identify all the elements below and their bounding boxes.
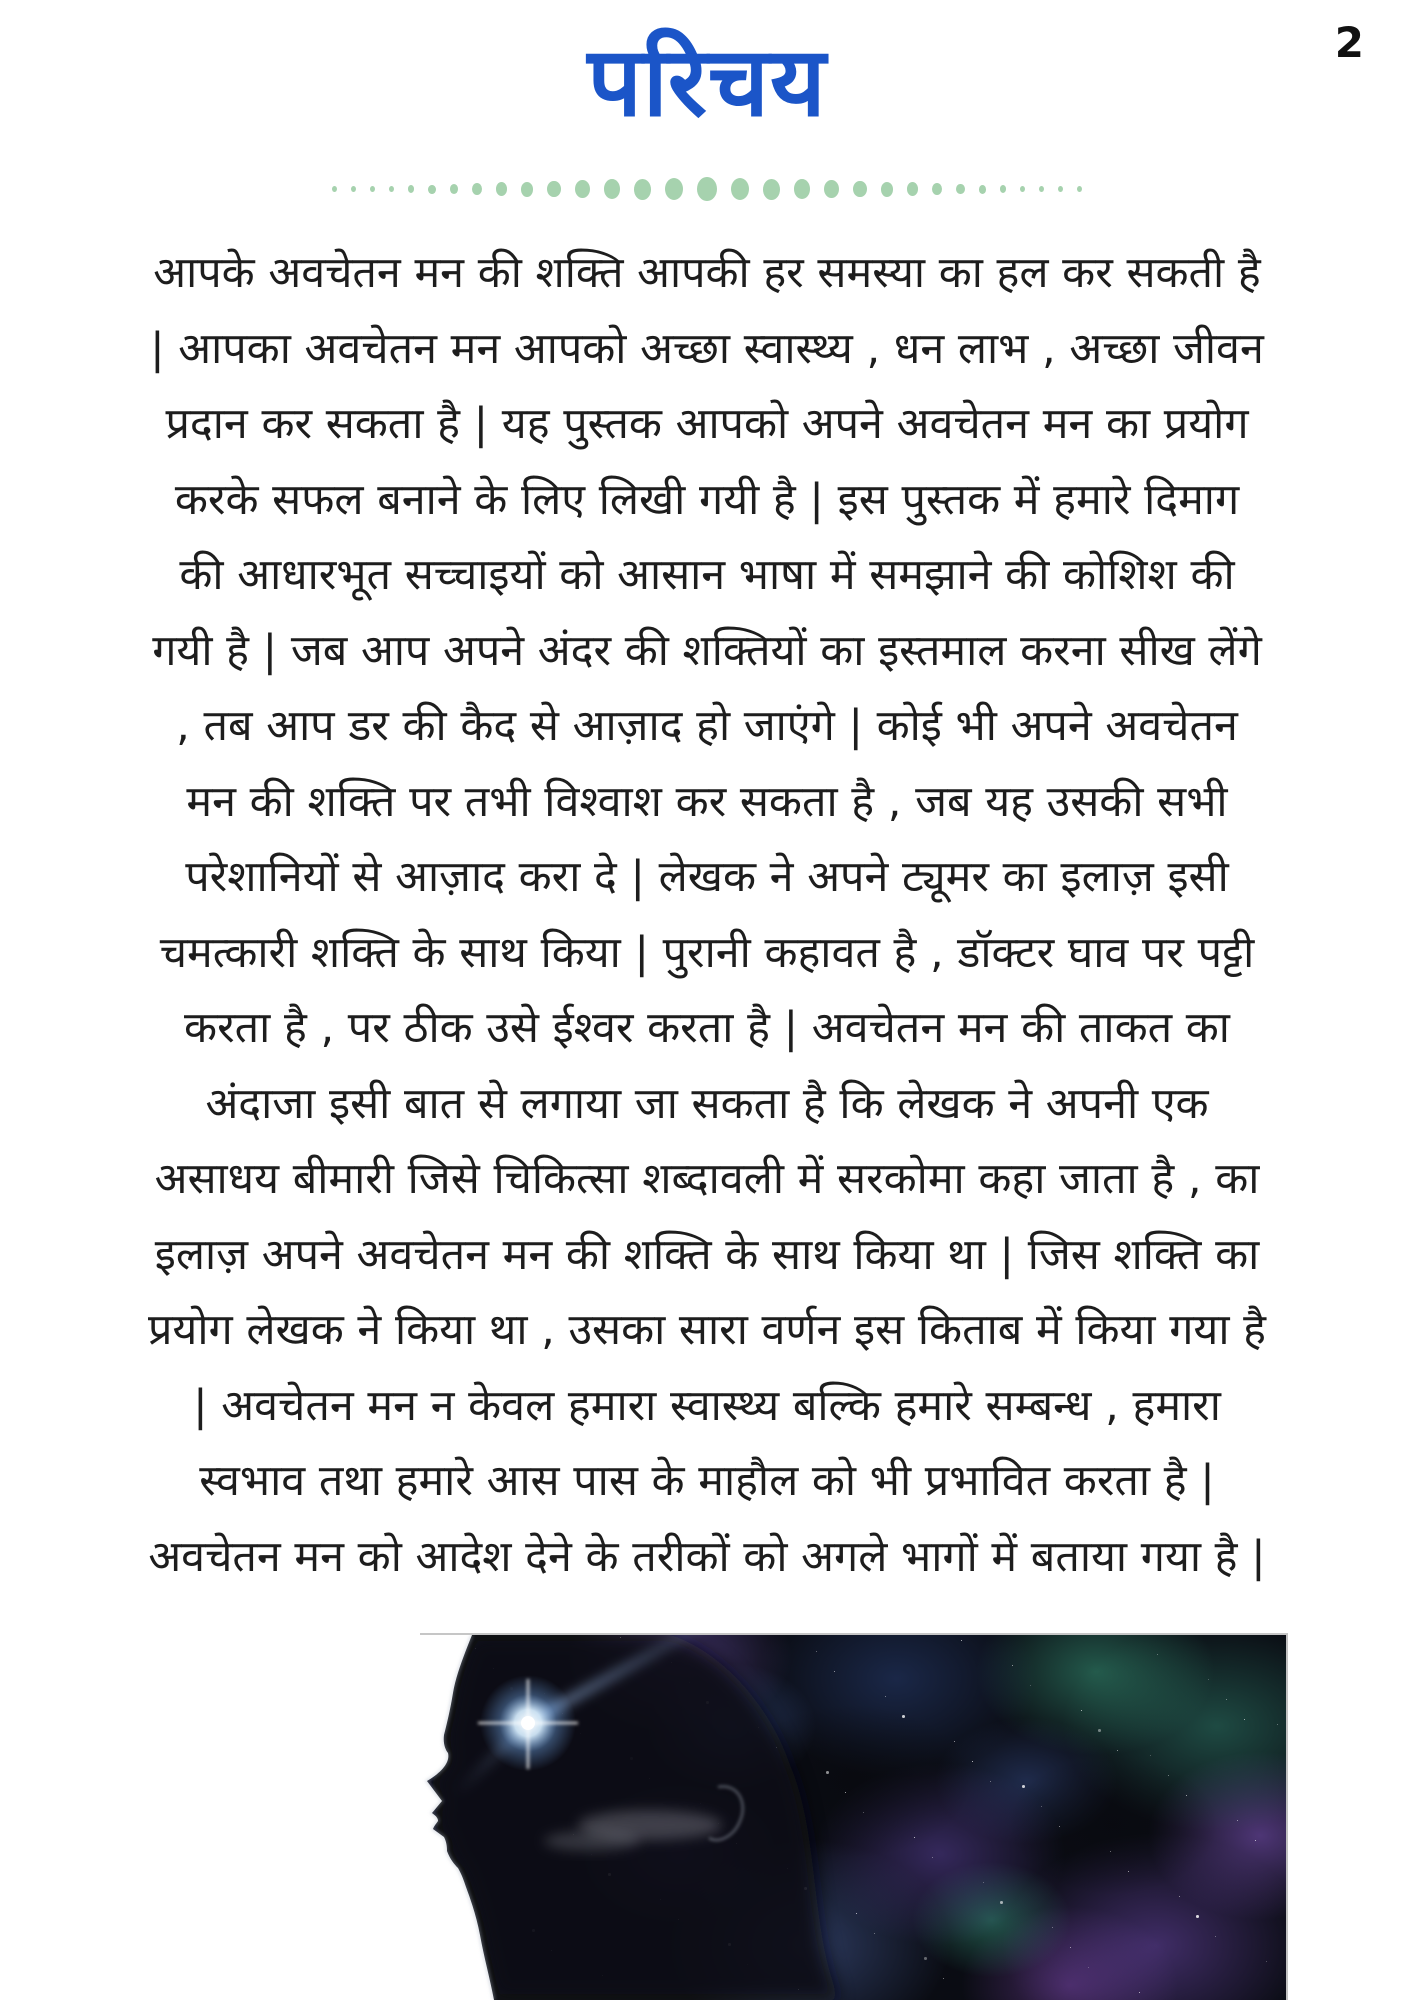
divider-dot	[351, 186, 356, 192]
divider-dot	[794, 179, 810, 199]
divider-dot	[853, 181, 867, 198]
woman-profile-galaxy-image	[420, 1633, 1288, 2000]
paragraph-line: | अवचेतन मन न केवल हमारा स्वास्थ्य बल्कि हमारे सम्बन्ध , हमारा	[193, 1380, 1221, 1431]
divider-dot	[731, 178, 749, 201]
divider-dot	[824, 180, 839, 198]
divider-dot	[634, 179, 651, 200]
divider-dot	[1077, 186, 1082, 192]
paragraph-line: प्रयोग लेखक ने किया था , उसका सारा वर्णन इस किताब में किया गया है	[147, 1305, 1267, 1355]
divider-dot	[1000, 185, 1006, 193]
divider-dot	[881, 182, 893, 197]
paragraph	[34, 236, 1380, 1595]
divider-dot	[408, 185, 414, 193]
dots-divider	[0, 166, 1414, 212]
divider-dot	[932, 183, 942, 195]
divider-dot	[763, 179, 780, 200]
divider-dot	[521, 182, 533, 197]
divider-dot	[697, 177, 717, 201]
divider-dot	[496, 182, 507, 196]
paragraph-line: अवचेतन मन को आदेश देने के तरीकों को अगले भागों में बताया गया है |	[148, 1531, 1266, 1582]
paragraph-line: करता है , पर ठीक उसे ईश्वर करता है | अवचेतन मन की ताकत का	[184, 1003, 1230, 1053]
paragraph-line: स्वभाव तथा हमारे आस पास के माहौल को भी प्रभावित करता है |	[199, 1456, 1215, 1506]
divider-dot	[428, 185, 435, 194]
paragraph-line: मन की शक्ति पर तभी विश्वाश कर सकता है , जब यह उसकी सभी	[186, 776, 1228, 827]
divider-dot	[1058, 186, 1063, 192]
smoke-wisp	[544, 1831, 640, 1851]
paragraph-line: अंदाजा इसी बात से लगाया जा सकता है कि लेखक ने अपनी एक	[205, 1078, 1209, 1129]
paragraph-line: की आधारभूत सच्चाइयों को आसान भाषा में समझाने की कोशिश की	[179, 550, 1235, 600]
paragraph-line: , तब आप डर की कैद से आज़ाद हो जाएंगे | कोई भी अपने अवचेतन	[176, 701, 1238, 751]
star-core-icon	[521, 1716, 535, 1730]
divider-dot	[370, 186, 375, 192]
paragraph-line: गयी है | जब आप अपने अंदर की शक्तियों का इस्तमाल करना सीख लेंगे	[152, 625, 1262, 676]
divider-dot	[979, 185, 986, 194]
divider-dot	[472, 183, 482, 195]
divider-dot	[907, 182, 918, 196]
page-title: परिचय	[587, 26, 827, 138]
divider-dot	[332, 186, 337, 192]
page-number: 2	[1334, 18, 1364, 67]
paragraph-line: करके सफल बनाने के लिए लिखी गयी है | इस पुस्तक में हमारे दिमाग	[174, 474, 1240, 525]
paragraph-line: चमत्कारी शक्ति के साथ किया | पुरानी कहावत है , डॉक्टर घाव पर पट्टी	[159, 927, 1255, 978]
divider-dot	[547, 181, 561, 198]
woman-face-silhouette-icon	[420, 1635, 1286, 2000]
paragraph-line: परेशानियों से आज़ाद करा दे | लेखक ने अपने ट्यूमर का इलाज़ इसी	[185, 852, 1229, 902]
divider-dot	[389, 186, 394, 192]
divider-dot	[604, 179, 620, 199]
paragraph-line: | आपका अवचेतन मन आपको अच्छा स्वास्थ्य , धन लाभ , अच्छा जीवन	[150, 323, 1264, 374]
divider-dot	[956, 184, 965, 195]
paragraph-line: आपके अवचेतन मन की शक्ति आपकी हर समस्या का हल कर सकती है	[153, 248, 1261, 298]
divider-dot	[1039, 186, 1044, 192]
divider-dot	[575, 180, 590, 198]
divider-dot	[665, 178, 683, 201]
divider-dot	[1020, 186, 1025, 192]
divider-dot	[450, 184, 459, 195]
paragraph-line: इलाज़ अपने अवचेतन मन की शक्ति के साथ किया था | जिस शक्ति का	[154, 1229, 1260, 1280]
paragraph-line: असाधय बीमारी जिसे चिकित्सा शब्दावली में सरकोमा कहा जाता है , का	[154, 1154, 1260, 1204]
paragraph-line: प्रदान कर सकता है | यह पुस्तक आपको अपने अवचेतन मन का प्रयोग	[165, 399, 1249, 449]
